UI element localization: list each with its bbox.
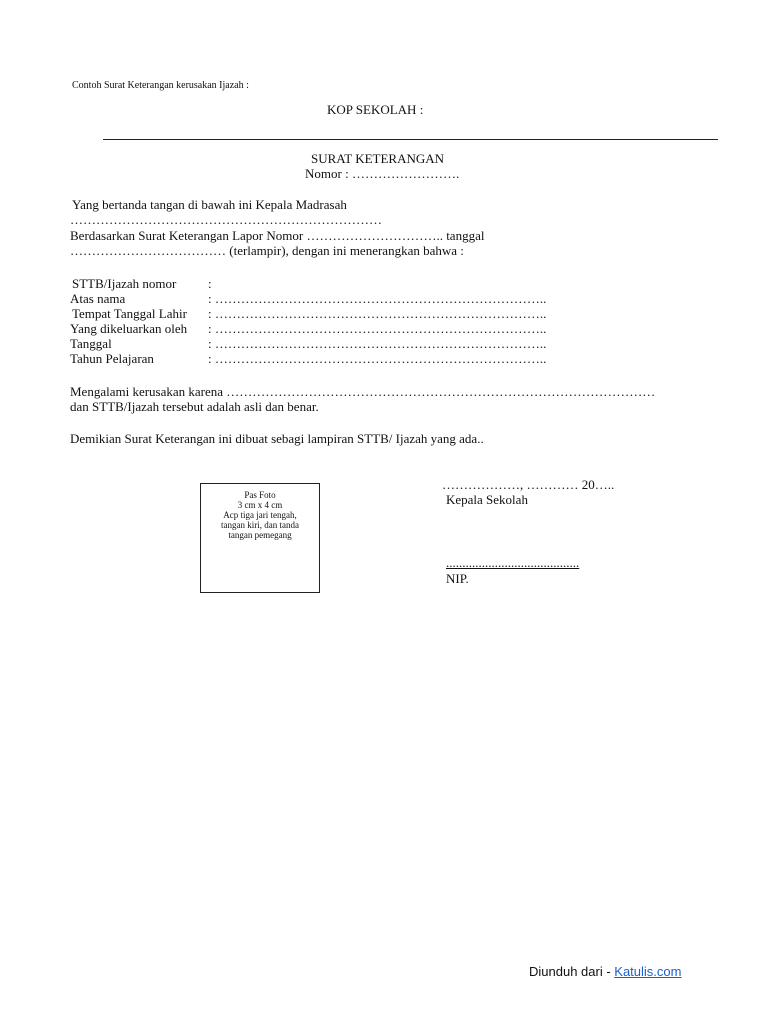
katulis-link[interactable]: Katulis.com	[614, 964, 682, 979]
photo-size: 3 cm x 4 cm	[237, 500, 283, 510]
closing-line: Demikian Surat Keterangan ini dibuat sebagi lampiran STTB/ Ijazah yang ada..	[70, 431, 484, 446]
letter-title: SURAT KETERANGAN	[311, 151, 445, 166]
letter-number: Nomor : …………………….	[305, 166, 460, 181]
sign-role: Kepala Sekolah	[446, 492, 528, 507]
sign-nip: NIP.	[446, 571, 469, 586]
field-value: : …………………………………………………………………..	[208, 321, 547, 336]
field-value: : …………………………………………………………………..	[208, 291, 547, 306]
field-value: : …………………………………………………………………..	[208, 351, 547, 366]
intro-line-2: ………………………………………………………………	[70, 212, 382, 227]
intro-line-3: Berdasarkan Surat Keterangan Lapor Nomor ………………………….. tanggal	[70, 228, 485, 243]
field-label: Yang dikeluarkan oleh	[70, 321, 188, 336]
damage-line-2: dan STTB/Ijazah tersebut adalah asli dan benar.	[70, 399, 319, 414]
footer-prefix: Diunduh dari -	[529, 964, 615, 979]
photo-instructions: Acp tiga jari tengah, tangan kiri, dan tanda tangan pemegang	[221, 510, 299, 540]
header-divider	[103, 139, 718, 140]
sign-date: ………………, ………… 20…..	[442, 477, 615, 492]
footer-source	[529, 964, 681, 979]
field-label: STTB/Ijazah nomor	[72, 276, 177, 291]
field-label: Atas nama	[70, 291, 126, 306]
field-value: : …………………………………………………………………..	[208, 306, 547, 321]
kop-sekolah-heading: KOP SEKOLAH :	[327, 102, 424, 117]
field-value: :	[208, 276, 212, 291]
intro-line-1: Yang bertanda tangan di bawah ini Kepala Madrasah	[72, 197, 347, 212]
signature-line: .........................................	[446, 555, 580, 570]
document-caption: Contoh Surat Keterangan kerusakan Ijazah :	[72, 80, 249, 91]
intro-line-4: ……………………………… (terlampir), dengan ini menerangkan bahwa :	[70, 243, 464, 258]
damage-line-1: Mengalami kerusakan karena ………………………………………………………………………………………	[70, 384, 656, 399]
field-label: Tanggal	[70, 336, 112, 351]
field-label: Tempat Tanggal Lahir	[72, 306, 187, 321]
photo-label: Pas Foto	[244, 490, 276, 500]
field-value: : …………………………………………………………………..	[208, 336, 547, 351]
photo-placeholder-box	[200, 483, 320, 593]
field-label: Tahun Pelajaran	[70, 351, 154, 366]
